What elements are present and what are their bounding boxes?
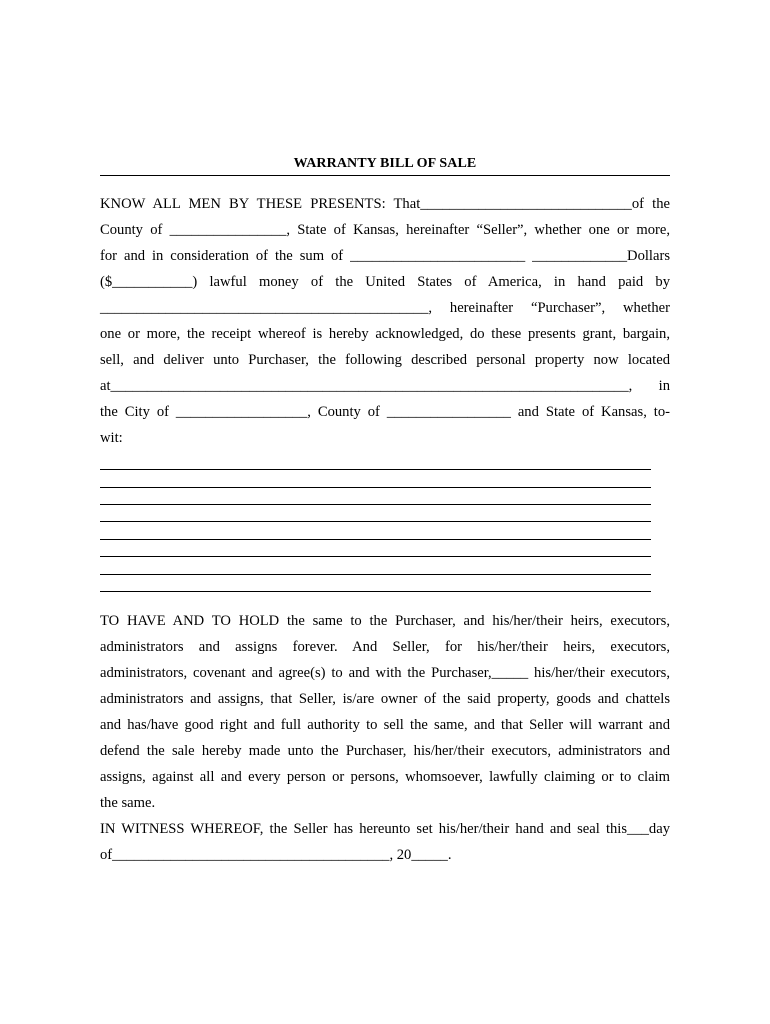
- habendum-line-2: administrators and assigns forever. And Seller, for his/her/their heirs, executors,: [100, 639, 670, 655]
- intro-line-6: one or more, the receipt whereof is hereby acknowledged, do these presents grant, bargain,: [100, 326, 670, 342]
- intro-line-5: _____________________________________________, hereinafter “Purchaser”, whether: [100, 300, 670, 316]
- witness-line-2: of______________________________________, 20_____.: [100, 847, 452, 863]
- description-blank-line[interactable]: [100, 574, 651, 575]
- habendum-line-4: administrators and assigns, that Seller, is/are owner of the said property, goods and chattels: [100, 691, 670, 707]
- intro-line-2: County of ________________, State of Kansas, hereinafter “Seller”, whether one or more,: [100, 222, 670, 238]
- habendum-line-6: defend the sale hereby made unto the Purchaser, his/her/their executors, administrators and: [100, 743, 670, 759]
- description-blank-line[interactable]: [100, 591, 651, 592]
- document-title: WARRANTY BILL OF SALE: [293, 156, 477, 171]
- habendum-line-1: TO HAVE AND TO HOLD the same to the Purchaser, and his/her/their heirs, executors,: [100, 613, 670, 629]
- habendum-line-7: assigns, against all and every person or persons, whomsoever, lawfully claiming or to claim: [100, 769, 670, 785]
- habendum-line-8: the same.: [100, 795, 156, 811]
- witness-line-1: IN WITNESS WHEREOF, the Seller has hereunto set his/her/their hand and seal this___day: [100, 821, 670, 837]
- intro-line-3: for and in consideration of the sum of ________________________ _____________Dollars: [100, 248, 670, 264]
- description-blank-line[interactable]: [100, 539, 651, 540]
- intro-line-9: the City of __________________, County of _________________ and State of Kansas, to-: [100, 404, 670, 420]
- intro-line-7: sell, and deliver unto Purchaser, the following described personal property now located: [100, 352, 670, 368]
- habendum-line-5: and has/have good right and full authority to sell the same, and that Seller will warrant and: [100, 717, 670, 733]
- intro-line-8: at_______________________________________________________________________, in: [100, 378, 670, 394]
- description-blank-line[interactable]: [100, 556, 651, 557]
- description-blank-line[interactable]: [100, 487, 651, 488]
- description-blank-line[interactable]: [100, 521, 651, 522]
- habendum-line-3: administrators, covenant and agree(s) to and with the Purchaser,_____ his/her/their executors,: [100, 665, 670, 681]
- intro-line-1: KNOW ALL MEN BY THESE PRESENTS: That_____________________________of the: [100, 196, 670, 212]
- title-underline: [100, 175, 670, 176]
- description-blank-line[interactable]: [100, 504, 651, 505]
- intro-line-10: wit:: [100, 430, 123, 446]
- description-blank-line[interactable]: [100, 469, 651, 470]
- intro-line-4: ($___________) lawful money of the United States of America, in hand paid by: [100, 274, 670, 290]
